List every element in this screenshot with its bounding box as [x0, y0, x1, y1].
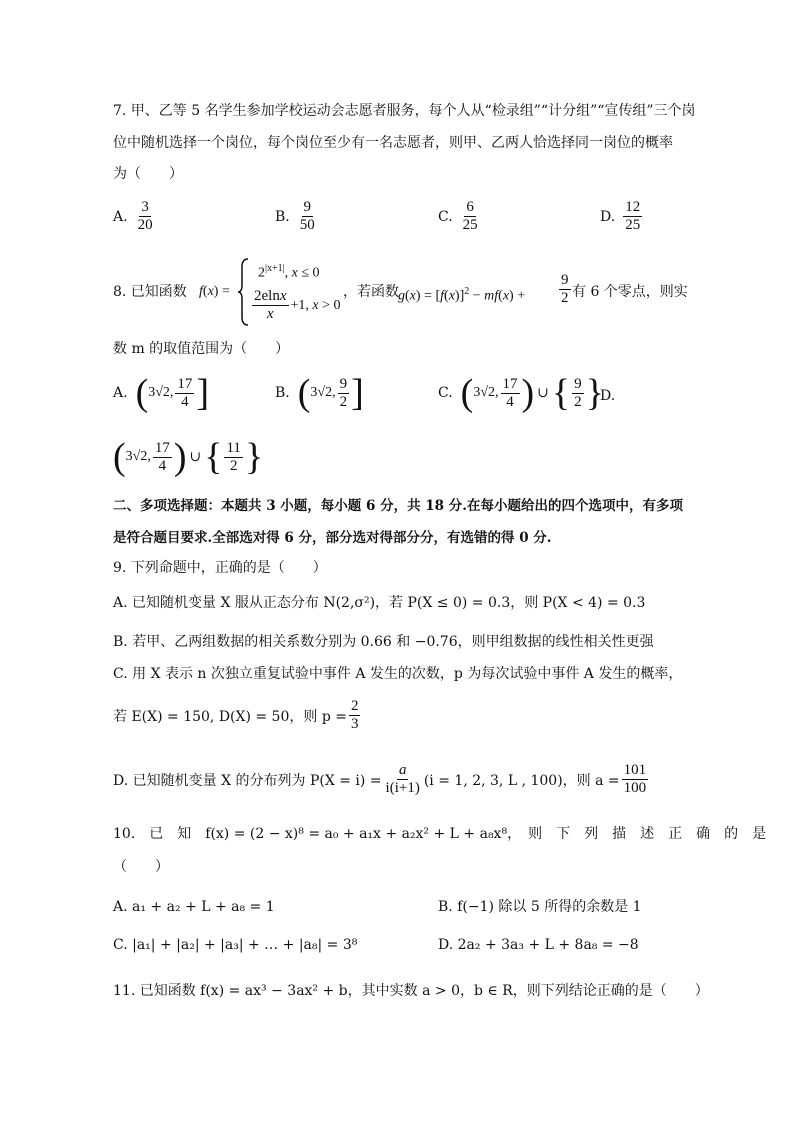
q8-frac-9-2: [557, 272, 573, 307]
fraction: [622, 762, 649, 797]
denominator: 20: [137, 217, 153, 233]
denominator: 50: [299, 217, 315, 233]
denominator: 4: [181, 393, 189, 410]
fraction: $\frac{2elnx}{x}$: [254, 288, 287, 322]
numerator: 11: [226, 439, 241, 456]
q7-option-d: [600, 199, 644, 234]
brace-icon: [236, 257, 250, 327]
open-paren: (: [297, 372, 311, 414]
option-label: C.: [438, 385, 453, 401]
numerator: 12: [625, 199, 641, 215]
fraction: [349, 698, 361, 733]
fraction: [572, 376, 584, 411]
denominator: 2: [339, 393, 348, 410]
q10-line1: 10. 已 知 f(x) = (2 − x)⁸ = a₀ + a₁x + a₂x² + L + a₈x⁸， 则 下 列 描 述 正 确 的 是: [113, 826, 767, 842]
fraction: [501, 376, 520, 411]
q9-option-d: [113, 762, 650, 797]
open-paren: (: [460, 372, 474, 414]
option-label: C.: [438, 208, 453, 225]
open-brace: {: [551, 372, 571, 414]
q9-d-mid: (i = 1, 2, 3, L , 100)，则 a =: [423, 772, 620, 789]
numerator: 9: [574, 375, 582, 392]
sqrt-value: 3√2,: [125, 449, 151, 464]
open-paren: (: [135, 372, 149, 414]
option-label: B.: [275, 385, 290, 401]
sqrt-value: 3√2,: [148, 385, 174, 400]
denominator: 2: [229, 457, 238, 474]
numerator: 101: [623, 762, 647, 778]
open-paren: (: [113, 436, 126, 478]
numerator: 9: [303, 199, 311, 215]
q10-option-b: B. f(−1) 除以 5 所得的余数是 1: [438, 899, 642, 915]
q9-option-c-line1: C. 用 X 表示 n 次独立重复试验中事件 A 发生的次数，p 为每次试验中事件 A 发生的概率，: [113, 666, 683, 682]
section2-line1: 二、多项选择题：本题共 3 小题，每小题 6 分，共 18 分.在每小题给出的四个选项中，有多项: [113, 498, 683, 514]
q7-option-c: [438, 199, 482, 234]
fraction: $\frac{9}{2}$: [561, 272, 569, 306]
q8-option-a: [113, 374, 209, 412]
fraction: [338, 376, 350, 411]
fraction: [623, 199, 642, 234]
denominator: 25: [625, 217, 641, 233]
denominator: 3: [350, 716, 359, 732]
q10-option-c: C. |a₁| + |a₂| + |a₃| + … + |a₈| = 3⁸: [113, 937, 358, 953]
q8-option-d-label: D.: [600, 388, 616, 404]
denominator: 25: [462, 217, 478, 233]
q7-option-b: [275, 199, 319, 234]
denominator: 2: [574, 393, 582, 410]
q9-title: 9. 下列命题中，正确的是（ ）: [113, 560, 327, 576]
close-brace: }: [244, 436, 264, 478]
q9-d-text: D. 已知随机变量 X 的分布列为 P(X = i) =: [113, 772, 382, 789]
fraction: [224, 440, 242, 475]
q8-fx: f(x) =: [199, 284, 230, 299]
fraction: [384, 762, 422, 797]
q8-option-b: [275, 374, 364, 412]
numerator: 17: [502, 375, 518, 392]
fraction: [153, 440, 172, 475]
close-paren: ): [173, 436, 187, 478]
q10-option-a: A. a₁ + a₂ + L + a₈ = 1: [113, 899, 275, 915]
union-symbol: ∪: [189, 449, 202, 465]
q9-option-c-line2: [113, 698, 362, 733]
fraction: [136, 199, 155, 234]
numerator: a: [398, 762, 407, 778]
q8-prefix: 8. 已知函数: [113, 284, 187, 300]
denominator: i(i+1): [385, 780, 420, 796]
q8-gx: $g(x) = [f(x)]^2 - mf(x)$ +: [398, 286, 526, 304]
q9-c2-text: 若 E(X) = 150, D(X) = 50，则 p =: [113, 708, 347, 725]
q8-piece2: $\frac{2elnx}{x}$ +1, x > 0: [254, 288, 341, 322]
close-brace: }: [585, 372, 604, 414]
q8-mid: ，若函数: [343, 284, 399, 300]
fraction: [298, 199, 317, 234]
numerator: 17: [154, 439, 170, 456]
numerator: 9: [339, 375, 348, 392]
q7-line3: 为（ ）: [113, 166, 183, 182]
numerator: 6: [466, 199, 474, 215]
union-symbol: ∪: [537, 385, 549, 401]
open-brace: {: [204, 436, 223, 478]
sqrt-value: 3√2,: [473, 385, 499, 400]
numerator: 2: [350, 698, 359, 714]
section2-line2: 是符合题目要求.全部选对得 6 分，部分选对得部分分，有选错的得 0 分.: [113, 530, 552, 546]
option-label: B.: [275, 208, 290, 225]
fraction: [461, 199, 480, 234]
q9-option-a: A. 已知随机变量 X 服从正态分布 N(2,σ²)，若 P(X ≤ 0) = 0.3，则 P(X < 4) = 0.3: [113, 595, 646, 611]
denominator: 4: [506, 393, 514, 410]
fraction: [175, 376, 194, 411]
option-label: A.: [113, 208, 128, 225]
close-bracket: ]: [196, 372, 210, 414]
q8-option-d: [113, 438, 263, 476]
q8-line2: 数 m 的取值范围为（ ）: [113, 341, 290, 357]
denominator: 4: [158, 457, 167, 474]
numerator: 3: [141, 199, 149, 215]
sqrt-value: 3√2,: [310, 385, 336, 400]
q8-piece1: $2^{|x+1|}$, x ≤ 0: [258, 263, 320, 281]
q8-option-c: [438, 374, 604, 412]
close-bracket: ]: [351, 372, 364, 414]
option-label: D.: [600, 208, 616, 225]
q10-line2: （ ）: [113, 859, 169, 875]
q8-suffix: 有 6 个零点，则实: [572, 284, 688, 300]
close-paren: ): [521, 372, 535, 414]
q7-line2: 位中随机选择一个岗位，每个岗位至少有一名志愿者，则甲、乙两人恰选择同一岗位的概率: [113, 135, 673, 151]
q11-line1: 11. 已知函数 f(x) = ax³ − 3ax² + b，其中实数 a > 0，b ∈ R，则下列结论正确的是（ ）: [113, 983, 709, 999]
q7-option-a: [113, 199, 157, 234]
option-label: A.: [113, 385, 128, 401]
numerator: 17: [177, 375, 193, 392]
q10-option-d: D. 2a₂ + 3a₃ + L + 8a₈ = −8: [438, 937, 639, 953]
q9-option-b: B. 若甲、乙两组数据的相关系数分别为 0.66 和 −0.76，则甲组数据的线性相关性更强: [113, 634, 654, 650]
denominator: 100: [623, 780, 647, 796]
q7-line1: 7. 甲、乙等 5 名学生参加学校运动会志愿者服务，每个人从“检录组”“计分组”“宣传组”三个岗: [113, 103, 696, 119]
